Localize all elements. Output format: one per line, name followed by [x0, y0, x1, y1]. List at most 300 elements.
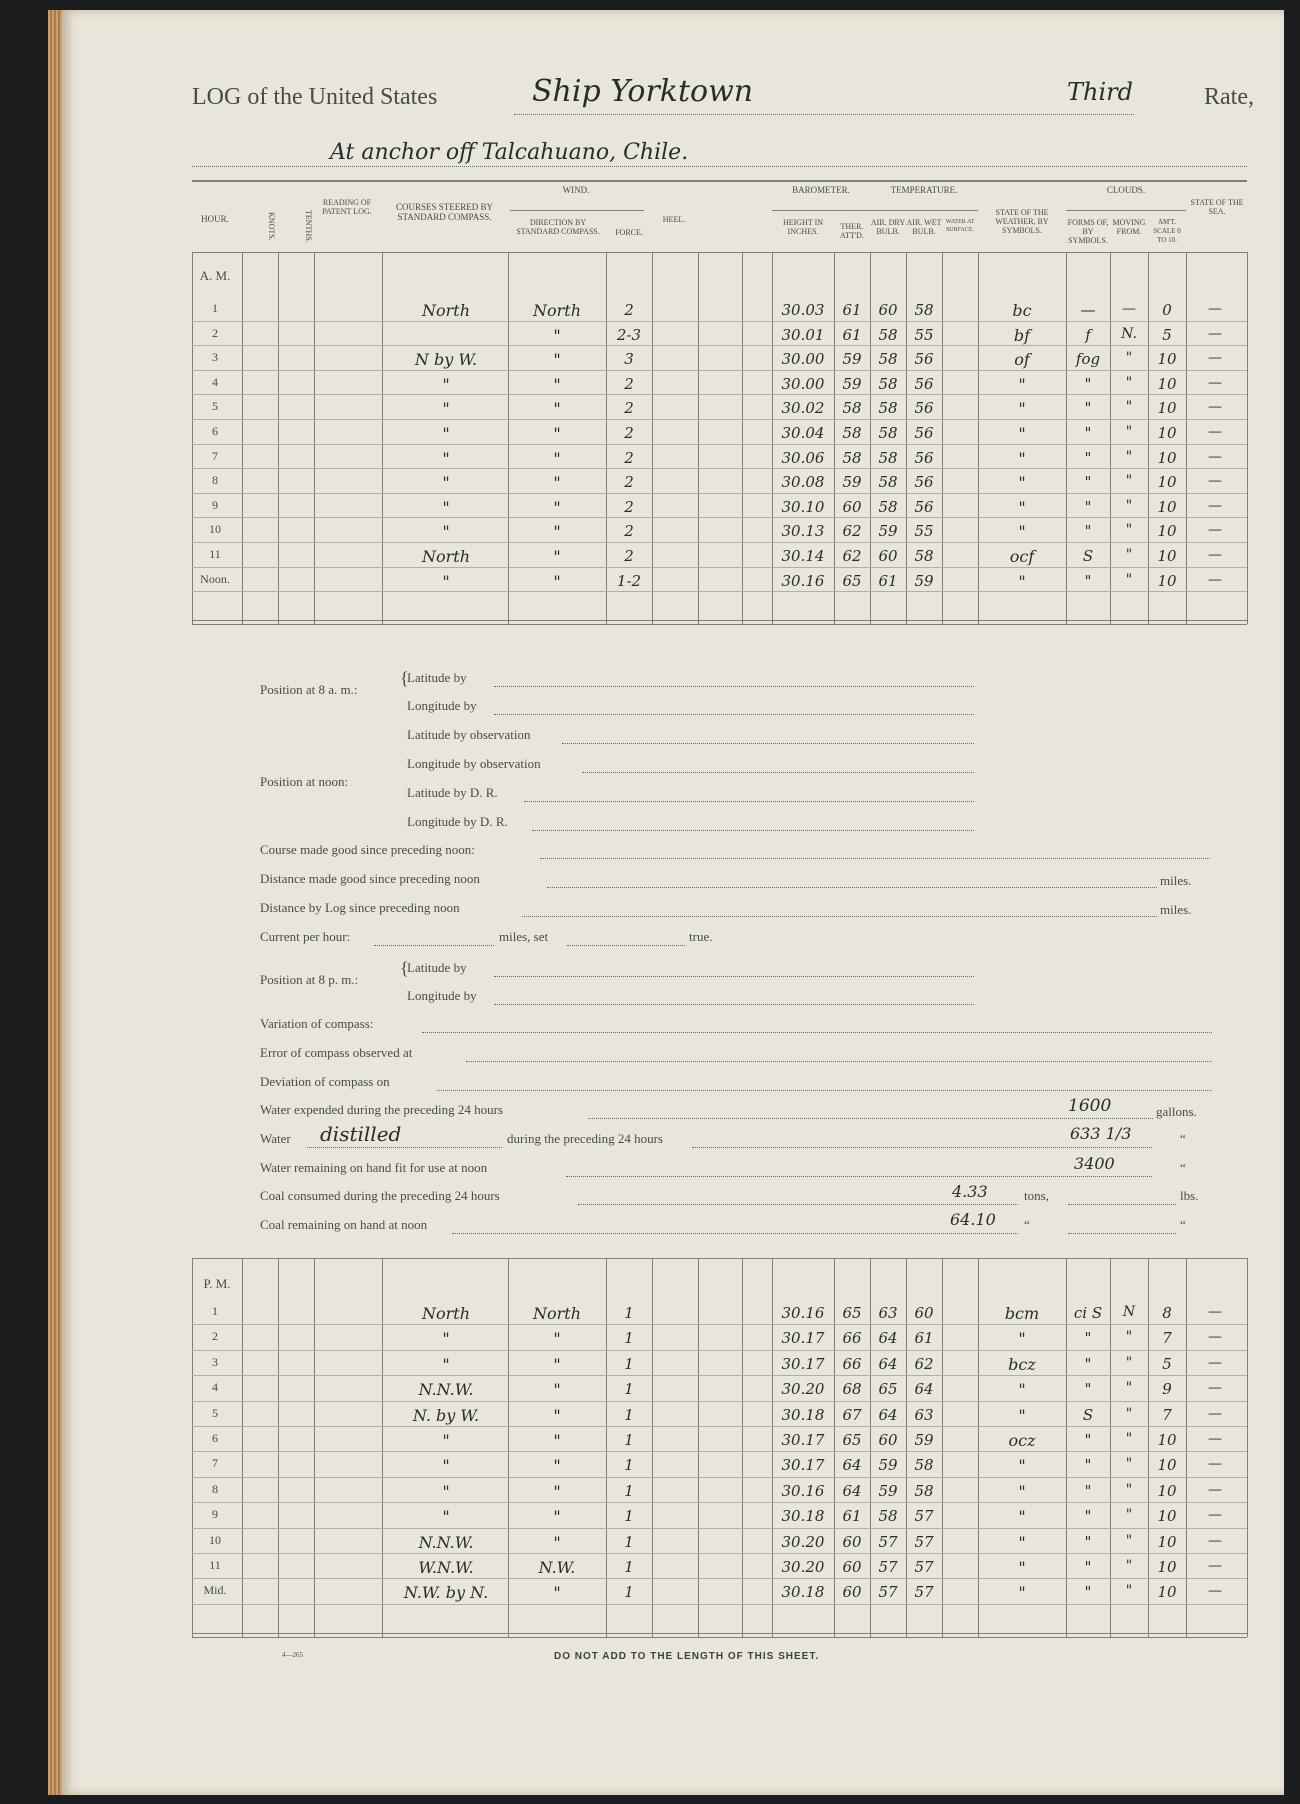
coal-remaining-ditto: “: [1024, 1217, 1030, 1232]
am-weather-cell: ": [1018, 473, 1026, 493]
am-force-cell: 2: [624, 473, 634, 492]
am-baro-cell: 30.08: [781, 473, 825, 492]
water-during-label: during the preceding 24 hours: [507, 1131, 663, 1146]
pm-sea-cell: —: [1208, 1456, 1222, 1473]
pm-hour-cell: 1: [212, 1304, 218, 1318]
pm-sea-cell: —: [1208, 1532, 1222, 1549]
pm-wind-dir-cell: ": [553, 1354, 561, 1374]
am-baro-cell: 30.00: [781, 374, 825, 393]
pm-ther-cell: 65: [842, 1304, 862, 1322]
pm-dry-cell: 58: [878, 1507, 898, 1526]
coal-remaining-value: 64.10: [950, 1210, 996, 1229]
pm-course-cell: ": [442, 1329, 450, 1349]
pm-weather-cell: ": [1018, 1405, 1026, 1425]
am-moving-cell: ": [1125, 424, 1133, 440]
am-ther-cell: 62: [842, 547, 862, 565]
pos-noon-lat-dr: Latitude by D. R.: [407, 785, 498, 800]
pm-wind-dir-cell: ": [553, 1583, 561, 1603]
am-dry-cell: 58: [878, 424, 898, 442]
error-label: Error of compass observed at: [260, 1045, 413, 1060]
pm-wind-dir-cell: ": [553, 1532, 561, 1552]
am-wind-dir-cell: ": [553, 473, 561, 493]
am-force-cell: 2: [624, 424, 634, 442]
am-moving-cell: N.: [1121, 325, 1137, 342]
pm-wind-dir-cell: ": [553, 1380, 561, 1400]
am-dry-cell: 58: [878, 374, 898, 393]
col-cloud-moving: MOVING FROM.: [1112, 218, 1146, 236]
am-force-cell: 2: [624, 399, 634, 418]
am-hour-cell: 2: [212, 325, 218, 340]
pm-weather-cell: ": [1018, 1329, 1026, 1349]
pm-force-cell: 1: [624, 1304, 634, 1322]
am-force-cell: 1-2: [616, 571, 642, 590]
water-expended-value: 1600: [1068, 1096, 1112, 1116]
length-notice: DO NOT ADD TO THE LENGTH OF THIS SHEET.: [554, 1651, 820, 1662]
am-weather-cell: ": [1018, 399, 1026, 419]
pm-wet-cell: 62: [914, 1354, 934, 1373]
col-hour: HOUR.: [201, 214, 229, 224]
col-wind-direction: DIRECTION BY STANDARD COMPASS.: [516, 218, 600, 236]
pm-sea-cell: —: [1208, 1405, 1222, 1422]
am-force-cell: 2: [624, 301, 634, 319]
pm-wind-dir-cell: ": [553, 1507, 561, 1527]
pos-8pm-label: Position at 8 p. m.:: [260, 972, 359, 987]
am-forms-cell: ": [1084, 374, 1092, 393]
am-dry-cell: 60: [878, 547, 898, 565]
am-force-cell: 2: [624, 522, 634, 541]
pm-amount-cell: 10: [1157, 1558, 1177, 1576]
course-made-label: Course made good since preceding noon:: [260, 842, 475, 857]
am-hour-cell: 11: [209, 547, 221, 561]
current-label: Current per hour:: [260, 929, 351, 944]
am-amount-cell: 5: [1162, 325, 1172, 344]
pm-amount-cell: 9: [1162, 1380, 1172, 1399]
col-wind-force: FORCE.: [615, 228, 643, 237]
am-amount-cell: 10: [1157, 448, 1177, 467]
pm-wind-dir-cell: ": [553, 1405, 561, 1425]
am-course-cell: ": [442, 571, 450, 591]
pm-forms-cell: ": [1084, 1431, 1092, 1449]
pm-force-cell: 1: [624, 1456, 634, 1475]
am-weather-cell: of: [1014, 350, 1030, 370]
am-ther-cell: 61: [842, 325, 862, 344]
am-forms-cell: f: [1085, 325, 1091, 344]
am-sea-cell: —: [1208, 497, 1222, 514]
pm-force-cell: 1: [624, 1558, 634, 1576]
pm-forms-cell: ": [1084, 1507, 1092, 1526]
am-ther-cell: 65: [842, 571, 862, 590]
pm-force-cell: 1: [624, 1532, 634, 1551]
pm-amount-cell: 7: [1162, 1329, 1172, 1348]
pm-baro-cell: 30.17: [781, 1329, 825, 1348]
am-ther-cell: 59: [842, 374, 862, 393]
pm-amount-cell: 10: [1157, 1532, 1177, 1551]
am-moving-cell: ": [1125, 448, 1133, 465]
pm-wet-cell: 57: [914, 1532, 934, 1551]
am-baro-cell: 30.06: [781, 448, 825, 467]
pm-ther-cell: 68: [842, 1380, 862, 1399]
am-wet-cell: 56: [914, 374, 934, 393]
am-sea-cell: —: [1208, 350, 1222, 367]
am-wet-cell: 58: [914, 547, 934, 565]
am-hour-cell: 7: [212, 448, 218, 463]
am-ther-cell: 59: [842, 350, 862, 369]
pos-8pm-long: Longitude by: [407, 988, 477, 1003]
pm-sea-cell: —: [1208, 1558, 1222, 1574]
pm-course-cell: N.W. by N.: [403, 1583, 489, 1603]
col-weather: STATE OF THE WEATHER, BY SYMBOLS.: [995, 208, 1049, 235]
variation-label: Variation of compass:: [260, 1016, 374, 1031]
pm-wind-dir-cell: ": [553, 1329, 561, 1349]
water-distilled-ditto: “: [1180, 1131, 1186, 1146]
pm-ther-cell: 66: [842, 1354, 862, 1373]
water-remaining-value: 3400: [1074, 1154, 1115, 1173]
water-remaining-label: Water remaining on hand fit for use at noon: [260, 1160, 488, 1175]
am-baro-cell: 30.10: [781, 497, 825, 516]
pm-ther-cell: 61: [842, 1507, 862, 1526]
pm-wind-dir-cell: North: [532, 1304, 581, 1323]
pm-wet-cell: 57: [914, 1558, 934, 1576]
pm-hour-cell: 7: [212, 1456, 218, 1471]
am-baro-cell: 30.03: [781, 301, 825, 319]
am-moving-cell: ": [1125, 350, 1133, 367]
am-wind-dir-cell: ": [553, 399, 561, 419]
am-amount-cell: 10: [1157, 547, 1177, 565]
pm-course-cell: ": [442, 1456, 450, 1476]
col-air-wet: AIR. WET BULB.: [906, 218, 942, 236]
pm-amount-cell: 10: [1157, 1481, 1177, 1500]
am-moving-cell: ": [1125, 473, 1133, 490]
pos-8pm-lat: Latitude by: [407, 960, 467, 975]
am-moving-cell: ": [1125, 547, 1133, 563]
am-forms-cell: ": [1084, 448, 1092, 467]
water-expended-label: Water expended during the preceding 24 hours: [260, 1102, 503, 1117]
pm-weather-cell: ": [1018, 1456, 1026, 1476]
pm-weather-cell: bcm: [1004, 1304, 1040, 1323]
am-weather-cell: ": [1018, 448, 1026, 468]
coal-tons: tons,: [1024, 1188, 1049, 1203]
pm-sea-cell: —: [1208, 1583, 1222, 1600]
pm-moving-cell: N: [1122, 1304, 1136, 1320]
col-temperature: TEMPERATURE.: [890, 185, 958, 195]
pm-wind-dir-cell: N.W.: [538, 1558, 576, 1577]
am-amount-cell: 10: [1157, 350, 1177, 369]
col-patent-log: READING OF PATENT LOG.: [322, 198, 372, 216]
am-wet-cell: 56: [914, 424, 934, 442]
pm-forms-cell: ci S: [1073, 1304, 1103, 1322]
pm-dry-cell: 57: [878, 1558, 898, 1576]
am-dry-cell: 58: [878, 325, 898, 344]
am-forms-cell: S: [1082, 547, 1094, 565]
coal-remaining-lbs-ditto: “: [1180, 1217, 1186, 1232]
am-moving-cell: —: [1122, 301, 1136, 317]
am-wet-cell: 56: [914, 350, 934, 369]
pm-force-cell: 1: [624, 1431, 634, 1449]
pm-wet-cell: 63: [914, 1405, 934, 1424]
am-moving-cell: ": [1125, 571, 1133, 588]
am-moving-cell: ": [1125, 497, 1133, 514]
pm-weather-cell: ": [1018, 1481, 1026, 1501]
pm-hour-cell: 4: [212, 1380, 218, 1395]
pm-course-cell: N.N.W.: [418, 1532, 474, 1552]
am-dry-cell: 61: [878, 571, 898, 590]
am-dry-cell: 58: [878, 473, 898, 492]
am-course-cell: North: [421, 547, 470, 566]
am-dry-cell: 58: [878, 350, 898, 369]
pm-wet-cell: 61: [914, 1329, 934, 1348]
am-wind-dir-cell: ": [553, 424, 561, 443]
pm-wind-dir-cell: ": [553, 1431, 561, 1450]
water-gallons: gallons.: [1156, 1104, 1197, 1119]
pm-force-cell: 1: [624, 1354, 634, 1373]
am-wet-cell: 55: [914, 522, 934, 541]
col-sea: STATE OF THE SEA.: [1190, 198, 1244, 216]
pm-course-cell: ": [442, 1481, 450, 1501]
pm-baro-cell: 30.17: [781, 1456, 825, 1475]
am-ther-cell: 61: [842, 301, 862, 319]
pm-sea-cell: —: [1208, 1507, 1222, 1524]
am-weather-cell: ": [1018, 424, 1026, 443]
pm-force-cell: 1: [624, 1329, 634, 1348]
am-forms-cell: ": [1084, 571, 1092, 590]
am-sea-cell: —: [1208, 424, 1222, 440]
am-force-cell: 2: [624, 497, 634, 516]
am-hour-cell: 10: [209, 522, 221, 537]
pm-ther-cell: 60: [842, 1558, 862, 1576]
am-sea-cell: —: [1208, 473, 1222, 490]
am-hour-cell: 3: [212, 350, 218, 365]
am-baro-cell: 30.00: [781, 350, 825, 369]
am-dry-cell: 58: [878, 399, 898, 418]
pm-weather-cell: ocz: [1008, 1431, 1036, 1450]
col-clouds: CLOUDS.: [1106, 185, 1146, 195]
pm-wind-dir-cell: ": [553, 1456, 561, 1476]
ship-name: Ship Yorktown: [532, 74, 754, 109]
pm-baro-cell: 30.17: [781, 1431, 825, 1449]
coal-lbs: lbs.: [1180, 1188, 1199, 1203]
pm-dry-cell: 63: [878, 1304, 898, 1322]
am-amount-cell: 10: [1157, 424, 1177, 442]
pm-ther-cell: 65: [842, 1431, 862, 1449]
pm-moving-cell: ": [1125, 1532, 1133, 1549]
am-wet-cell: 56: [914, 448, 934, 467]
col-cloud-forms: FORMS OF, BY SYMBOLS.: [1067, 218, 1109, 245]
am-weather-cell: bf: [1013, 325, 1031, 345]
pm-forms-cell: ": [1084, 1583, 1092, 1602]
pm-hour-cell: 5: [212, 1405, 218, 1420]
pm-hour-cell: 11: [209, 1558, 221, 1572]
current-miles-set: miles, set: [499, 929, 549, 944]
pm-moving-cell: ": [1125, 1481, 1133, 1498]
pm-dry-cell: 60: [878, 1431, 898, 1449]
pm-force-cell: 1: [624, 1583, 634, 1602]
pm-course-cell: N. by W.: [412, 1405, 480, 1425]
pm-dry-cell: 64: [878, 1354, 898, 1373]
pm-moving-cell: ": [1125, 1329, 1133, 1346]
am-hour-cell: 1: [212, 301, 218, 315]
pm-forms-cell: ": [1084, 1532, 1092, 1551]
am-hour-cell: 5: [212, 399, 218, 414]
pm-weather-cell: bcz: [1008, 1354, 1036, 1374]
pm-sea-cell: —: [1208, 1329, 1222, 1346]
am-amount-cell: 10: [1157, 374, 1177, 393]
pm-sea-cell: —: [1208, 1431, 1222, 1447]
pm-sea-cell: —: [1208, 1481, 1222, 1498]
am-course-cell: North: [421, 301, 470, 320]
pm-forms-cell: ": [1084, 1558, 1092, 1576]
am-wind-dir-cell: ": [553, 522, 561, 542]
am-hour-cell: Noon.: [200, 571, 230, 586]
am-wet-cell: 59: [914, 571, 934, 590]
distance-made-label: Distance made good since preceding noon: [260, 871, 480, 886]
am-weather-cell: ocf: [1009, 547, 1035, 566]
am-hour-cell: 4: [212, 374, 218, 389]
am-wet-cell: 56: [914, 473, 934, 492]
am-forms-cell: ": [1084, 473, 1092, 492]
am-amount-cell: 0: [1162, 301, 1172, 319]
pos-8am-label: Position at 8 a. m.:: [260, 682, 358, 697]
pm-weather-cell: ": [1018, 1558, 1026, 1577]
coal-remaining-label: Coal remaining on hand at noon: [260, 1217, 428, 1232]
pm-amount-cell: 10: [1157, 1583, 1177, 1602]
rate-value: Third: [1067, 78, 1133, 106]
am-amount-cell: 10: [1157, 522, 1177, 541]
pm-course-cell: ": [442, 1354, 450, 1374]
am-amount-cell: 10: [1157, 399, 1177, 418]
pm-baro-cell: 30.20: [781, 1558, 825, 1576]
pm-amount-cell: 10: [1157, 1507, 1177, 1526]
pm-weather-cell: ": [1018, 1532, 1026, 1552]
pm-hour-cell: 6: [212, 1431, 218, 1445]
water-remaining-ditto: “: [1180, 1160, 1186, 1175]
pm-baro-cell: 30.20: [781, 1380, 825, 1399]
col-wind: WIND.: [562, 185, 590, 195]
pm-ther-cell: 64: [842, 1456, 862, 1475]
pm-forms-cell: ": [1084, 1481, 1092, 1500]
am-hour-cell: 9: [212, 497, 218, 512]
am-label: A. M.: [199, 268, 231, 283]
current-true: true.: [689, 929, 713, 944]
pm-sea-cell: —: [1208, 1380, 1222, 1397]
form-number: 4—265: [282, 1651, 303, 1659]
am-moving-cell: ": [1125, 522, 1133, 539]
col-tenths: TENTHS.: [304, 209, 313, 243]
pm-course-cell: N.N.W.: [418, 1380, 474, 1400]
pm-forms-cell: ": [1084, 1354, 1092, 1373]
pm-amount-cell: 8: [1162, 1304, 1172, 1322]
am-moving-cell: ": [1125, 399, 1133, 416]
am-wet-cell: 55: [914, 325, 934, 344]
pm-hour-cell: Mid.: [203, 1583, 227, 1598]
rate-label: Rate,: [1204, 84, 1254, 110]
am-force-cell: 2: [624, 374, 634, 393]
am-force-cell: 2-3: [616, 325, 642, 344]
am-dry-cell: 58: [878, 448, 898, 467]
pos-noon-lat-obs: Latitude by observation: [407, 727, 531, 742]
am-ther-cell: 58: [842, 399, 862, 418]
am-sea-cell: —: [1208, 399, 1222, 416]
pm-forms-cell: ": [1084, 1456, 1092, 1475]
am-forms-cell: ": [1084, 424, 1092, 442]
pos-noon-long-obs: Longitude by observation: [407, 756, 541, 771]
am-course-cell: ": [442, 424, 450, 443]
am-ther-cell: 59: [842, 473, 862, 492]
pm-wet-cell: 60: [914, 1304, 934, 1322]
am-course-cell: ": [442, 374, 450, 394]
pm-hour-cell: 2: [212, 1329, 218, 1344]
pm-sea-cell: —: [1208, 1304, 1222, 1320]
am-moving-cell: ": [1125, 374, 1133, 391]
am-wet-cell: 56: [914, 497, 934, 516]
pm-course-cell: W.N.W.: [418, 1558, 474, 1577]
am-course-cell: ": [442, 473, 450, 493]
pm-force-cell: 1: [624, 1507, 634, 1526]
pm-moving-cell: ": [1125, 1456, 1133, 1473]
pm-moving-cell: ": [1125, 1583, 1133, 1600]
coal-consumed-value: 4.33: [952, 1182, 988, 1201]
pm-dry-cell: 57: [878, 1583, 898, 1602]
pm-moving-cell: ": [1125, 1380, 1133, 1397]
pm-ther-cell: 66: [842, 1329, 862, 1348]
pm-moving-cell: ": [1125, 1354, 1133, 1371]
am-baro-cell: 30.16: [781, 571, 825, 590]
am-force-cell: 2: [624, 547, 634, 565]
pm-wet-cell: 57: [914, 1507, 934, 1526]
am-weather-cell: ": [1018, 497, 1026, 517]
am-sea-cell: —: [1208, 325, 1222, 342]
pm-baro-cell: 30.20: [781, 1532, 825, 1551]
pm-hour-cell: 3: [212, 1354, 218, 1369]
am-forms-cell: —: [1080, 301, 1096, 319]
am-wind-dir-cell: ": [553, 374, 561, 394]
distance-log-label: Distance by Log since preceding noon: [260, 900, 460, 915]
pm-ther-cell: 64: [842, 1481, 862, 1500]
am-wind-dir-cell: ": [553, 571, 561, 591]
pm-label: P. M.: [203, 1276, 231, 1291]
pos-8am-lat: Latitude by: [407, 670, 467, 685]
am-force-cell: 3: [624, 350, 634, 369]
pm-baro-cell: 30.18: [781, 1583, 825, 1602]
location: At anchor off Talcahuano, Chile.: [330, 140, 689, 165]
am-wind-dir-cell: ": [553, 547, 561, 566]
pm-baro-cell: 30.17: [781, 1354, 825, 1373]
am-course-cell: ": [442, 522, 450, 542]
pm-forms-cell: ": [1084, 1329, 1092, 1348]
deviation-label: Deviation of compass on: [260, 1074, 390, 1089]
pm-dry-cell: 64: [878, 1329, 898, 1348]
col-cloud-amount: AM'T. SCALE 0 TO 10.: [1153, 218, 1181, 244]
am-sea-cell: —: [1208, 571, 1222, 588]
am-weather-cell: ": [1018, 522, 1026, 542]
pos-noon-label: Position at noon:: [260, 774, 349, 789]
am-forms-cell: ": [1084, 497, 1092, 516]
pos-8am-long: Longitude by: [407, 698, 477, 713]
am-baro-cell: 30.01: [781, 325, 825, 344]
col-barometer: BAROMETER.: [792, 185, 850, 195]
am-course-cell: ": [442, 399, 450, 419]
pm-amount-cell: 10: [1157, 1431, 1177, 1449]
pm-weather-cell: ": [1018, 1507, 1026, 1527]
am-dry-cell: 59: [878, 522, 898, 541]
pm-forms-cell: ": [1084, 1380, 1092, 1399]
am-course-cell: ": [442, 448, 450, 468]
pm-weather-cell: ": [1018, 1583, 1026, 1603]
am-wind-dir-cell: ": [553, 350, 561, 370]
am-weather-cell: ": [1018, 571, 1026, 591]
am-forms-cell: fog: [1075, 350, 1101, 369]
am-baro-cell: 30.02: [781, 399, 825, 418]
pm-weather-cell: ": [1018, 1380, 1026, 1400]
